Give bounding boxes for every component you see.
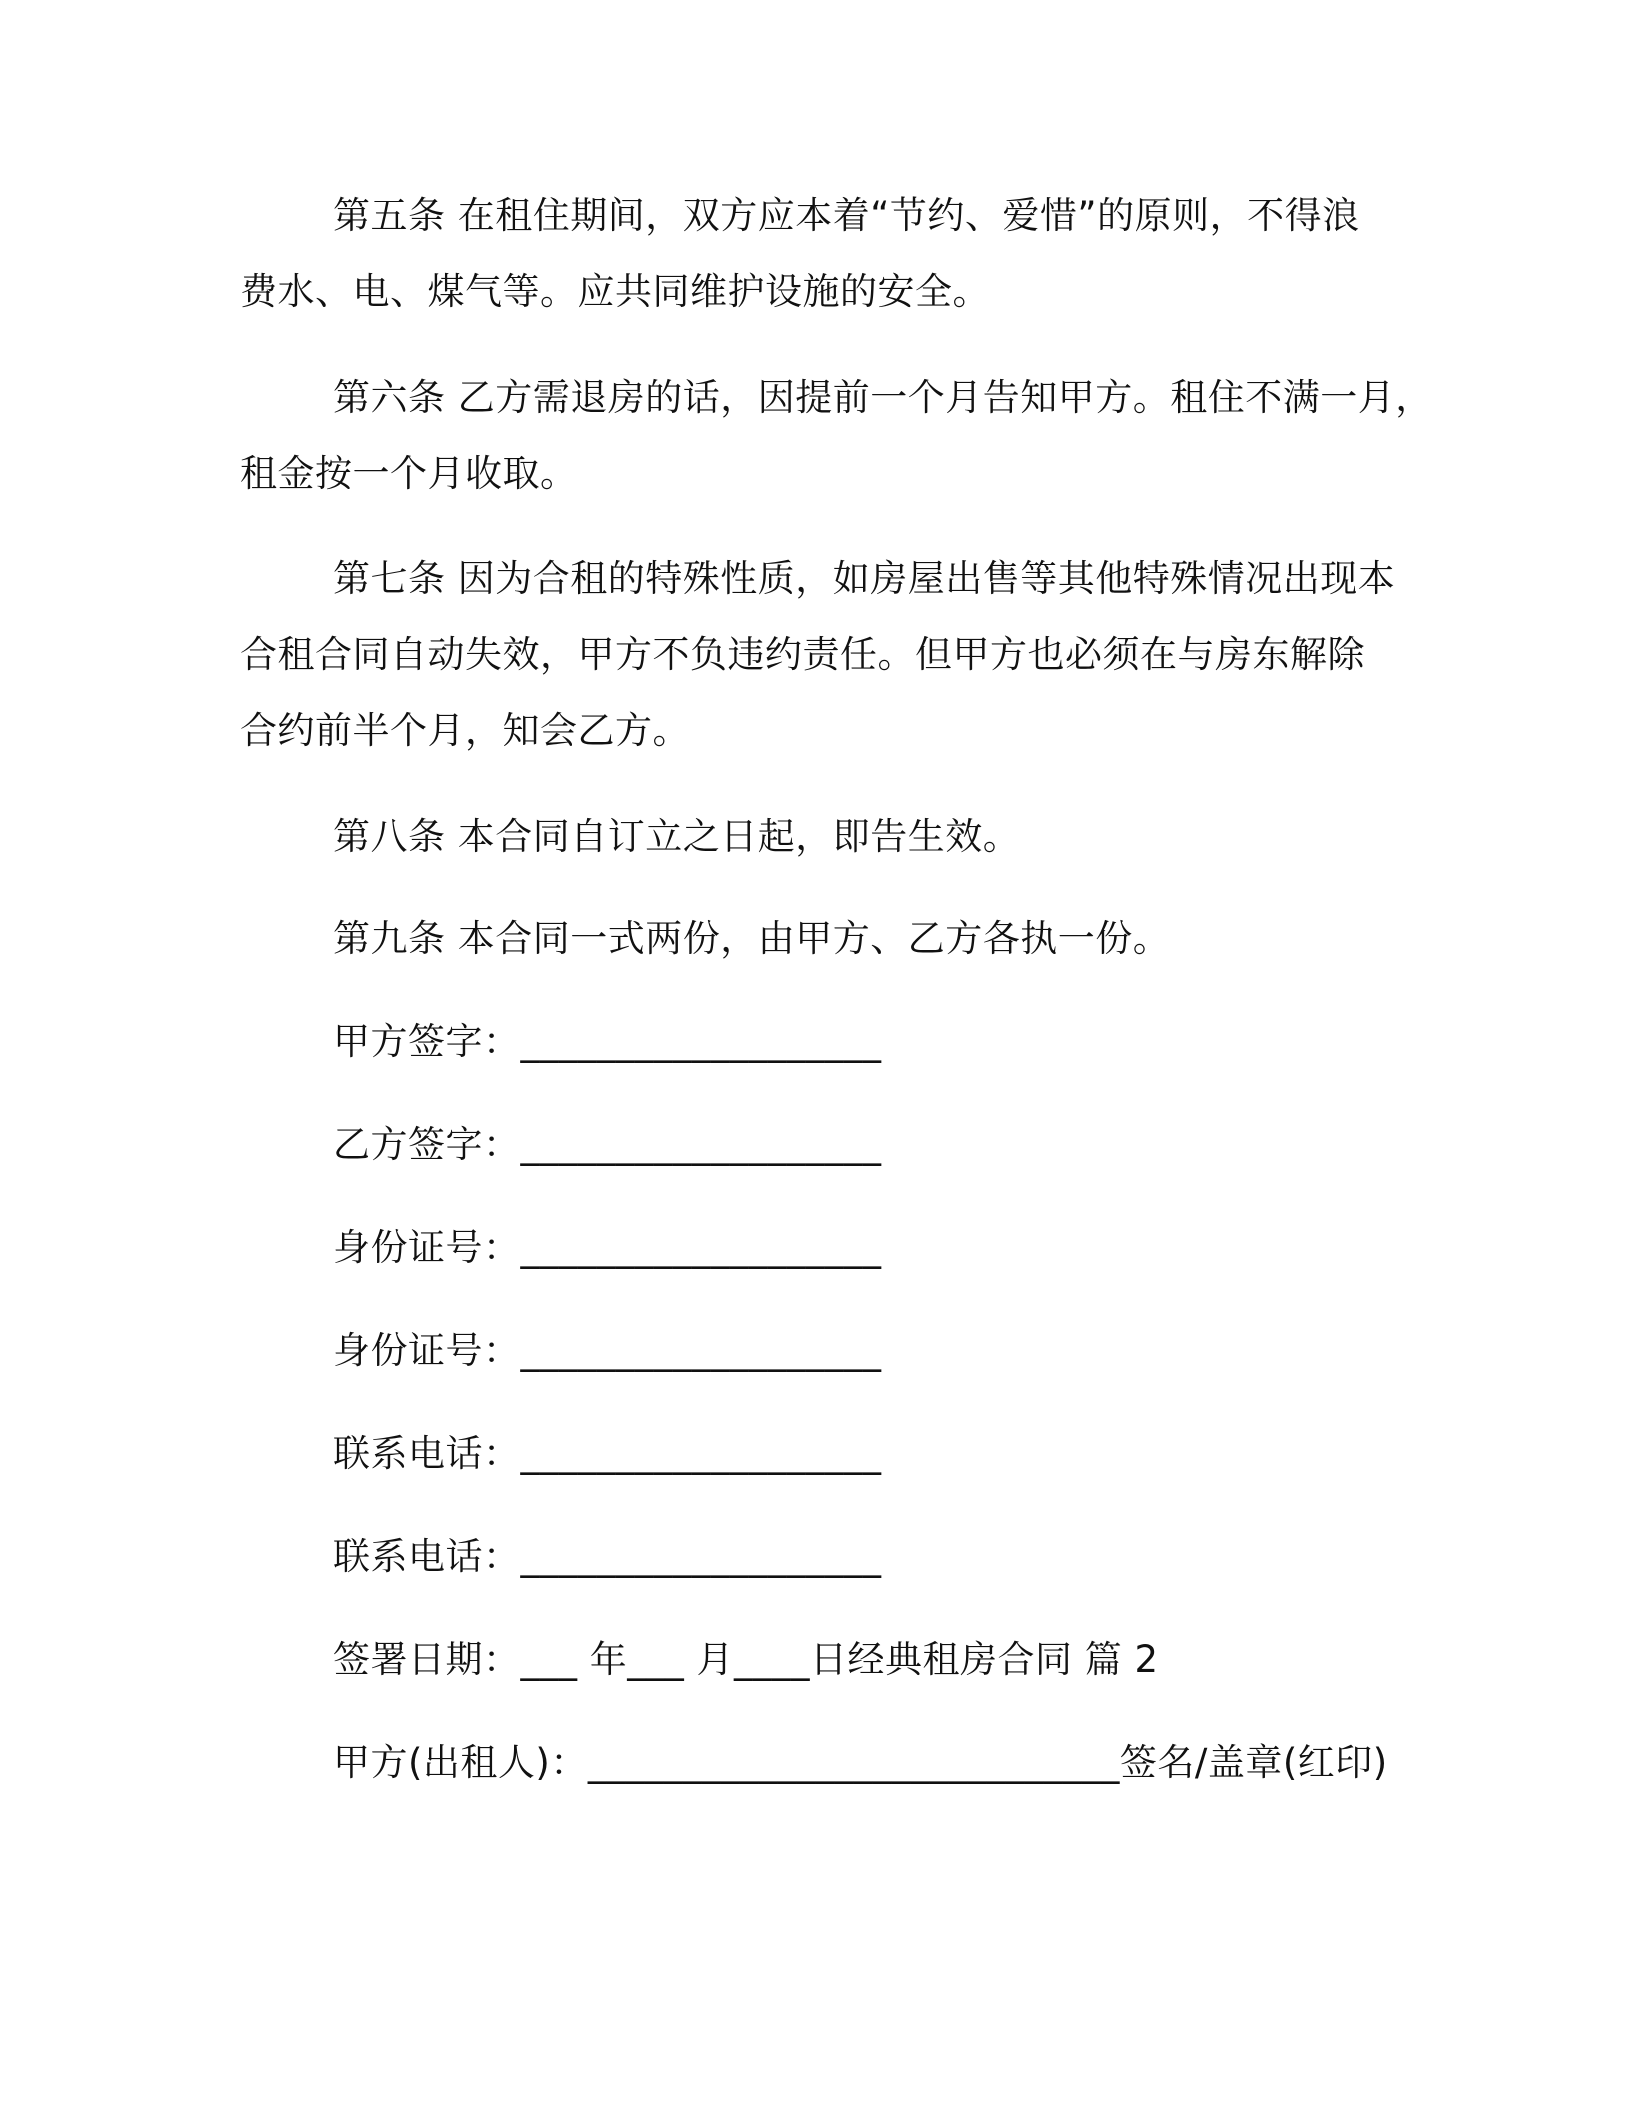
clause-6-line-2: 租金按一个月收取。 (240, 452, 578, 495)
clause-7-line-3: 合约前半个月，知会乙方。 (240, 709, 690, 752)
clause-7-line-1: 第七条 因为合租的特殊性质，如房屋出售等其他特殊情况出现本 (333, 557, 1396, 600)
lessor-signature-line: 甲方(出租人)：____________________________签名/盖章(红印) (333, 1741, 1388, 1784)
clause-6-line-1: 第六条 乙方需退房的话，因提前一个月告知甲方。租住不满一月， (333, 376, 1433, 419)
clause-7-line-2: 合租合同自动失效，甲方不负违约责任。但甲方也必须在与房东解除 (240, 633, 1365, 676)
sign-date-line: 签署日期：___ 年___ 月____日经典租房合同 篇 2 (333, 1638, 1159, 1681)
clause-5-line-1: 第五条 在租住期间，双方应本着“节约、爱惜”的原则，不得浪 (333, 194, 1360, 237)
party-b-signature-field: 乙方签字：___________________ (333, 1123, 882, 1166)
phone-field-1: 联系电话：___________________ (333, 1432, 882, 1475)
clause-5-line-2: 费水、电、煤气等。应共同维护设施的安全。 (240, 270, 990, 313)
party-a-signature-field: 甲方签字：___________________ (333, 1020, 882, 1063)
clause-9: 第九条 本合同一式两份，由甲方、乙方各执一份。 (333, 917, 1171, 960)
id-number-field-2: 身份证号：___________________ (333, 1329, 882, 1372)
clause-8: 第八条 本合同自订立之日起，即告生效。 (333, 815, 1021, 858)
phone-field-2: 联系电话：___________________ (333, 1535, 882, 1578)
id-number-field-1: 身份证号：___________________ (333, 1226, 882, 1269)
